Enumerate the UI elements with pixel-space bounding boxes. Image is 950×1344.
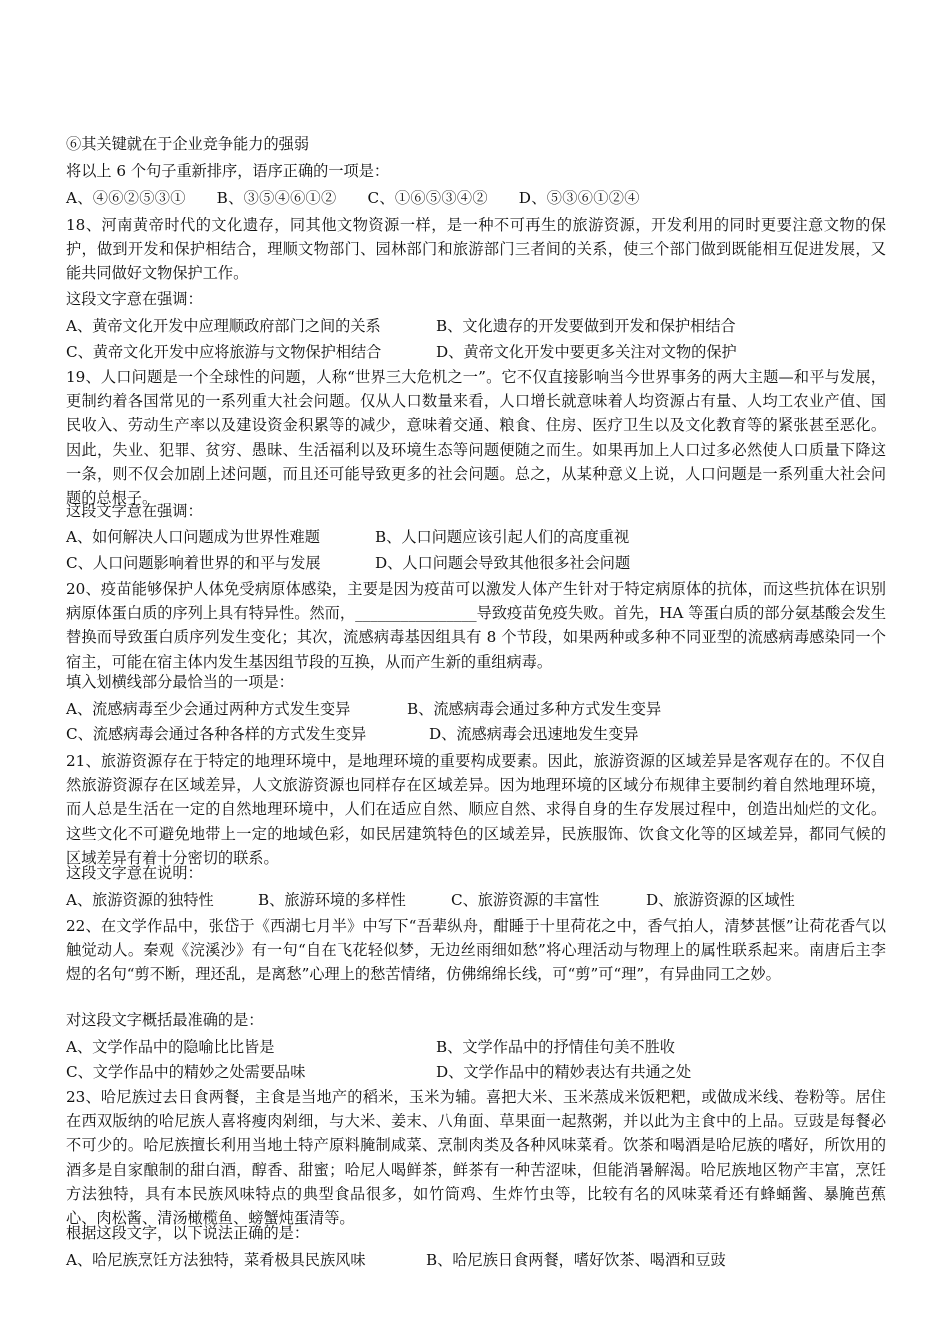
question-18-option-c: C、黄帝文化开发中应将旅游与文物保护相结合 bbox=[66, 343, 382, 361]
reorder-options: A、④⑥②⑤③① B、③⑤④⑥①② C、①⑥⑤③④② D、⑤③⑥①②④ bbox=[66, 189, 640, 207]
question-23-text: 23、哈尼族过去日食两餐，主食是当地产的稻米，玉米为辅。喜把大米、玉米蒸成米饭粑粑，或做成米线、卷粉等。居住在西双版纳的哈尼族人喜将瘦肉剁细，与大米、姜末、八角面、草果面一起熬粥，并以此为主食中的上品。豆豉是每餐必不可少的。哈尼族擅长利用当地土特产原料腌制咸菜、烹制肉类及各种风味菜肴。饮茶和喝酒是哈尼族的嗜好，所饮用的酒多是自家酿制的甜白酒，醇香、甜蜜；哈尼人喝鲜茶，鲜茶有一种苦涩味，但能消暑解渴。哈尼族地区物产丰富，烹饪方法独特，具有本民族风味特点的典型食品很多，如竹筒鸡、生炸竹虫等，比较有名的风味菜肴还有蜂蛹酱、暴腌芭蕉心、肉松酱、清汤橄榄鱼、螃蟹炖蛋清等。 bbox=[66, 1088, 886, 1228]
question-20-option-a: A、流感病毒至少会通过两种方式发生变异 bbox=[66, 700, 351, 718]
reorder-prompt: 将以上 6 个句子重新排序，语序正确的一项是： bbox=[66, 162, 390, 180]
question-22-text: 22、在文学作品中，张岱于《西湖七月半》中写下“吾辈纵舟，酣睡于十里荷花之中，香气拍人，清梦甚惬”让荷花香气以触觉动人。秦观《浣溪沙》有一句“自在飞花轻似梦，无边丝雨细如愁”将心理活动与物理上的属性联系起来。南唐后主李煜的名句“剪不断，理还乱，是离愁”心理上的愁苦情绪，仿佛绵绵长线，可“剪”可“理”，有异曲同工之妙。 bbox=[66, 917, 886, 984]
question-19-option-c: C、人口问题影响着世界的和平与发展 bbox=[66, 554, 321, 572]
question-18-option-a: A、黄帝文化开发中应理顺政府部门之间的关系 bbox=[66, 317, 381, 335]
question-19-option-b: B、人口问题应该引起人们的高度重视 bbox=[375, 528, 630, 546]
question-20-option-d: D、流感病毒会迅速地发生变异 bbox=[429, 725, 639, 743]
question-21-option-d: D、旅游资源的区域性 bbox=[646, 891, 795, 909]
question-22-option-d: D、文学作品中的精妙表达有共通之处 bbox=[436, 1063, 692, 1081]
question-18-option-b: B、文化遗存的开发要做到开发和保护相结合 bbox=[436, 317, 736, 335]
answer-blank: ________________ bbox=[355, 604, 477, 623]
question-23-prompt: 根据这段文字，以下说法正确的是： bbox=[66, 1224, 309, 1242]
question-22-option-b: B、文学作品中的抒情佳句美不胜收 bbox=[436, 1038, 675, 1056]
question-20-option-b: B、流感病毒会通过多种方式发生变异 bbox=[407, 700, 662, 718]
question-23-option-a: A、哈尼族烹饪方法独特，菜肴极具民族风味 bbox=[66, 1251, 366, 1269]
question-19-option-a: A、如何解决人口问题成为世界性难题 bbox=[66, 528, 320, 546]
question-21-option-c: C、旅游资源的丰富性 bbox=[451, 891, 600, 909]
sentence-6: ⑥其关键就在于企业竞争能力的强弱 bbox=[66, 135, 309, 153]
question-20-text bbox=[66, 577, 886, 674]
question-21-option-b: B、旅游环境的多样性 bbox=[258, 891, 406, 909]
question-23-option-b: B、哈尼族日食两餐，嗜好饮茶、喝酒和豆豉 bbox=[426, 1251, 726, 1269]
question-22-option-c: C、文学作品中的精妙之处需要品味 bbox=[66, 1063, 306, 1081]
question-18-text: 18、河南黄帝时代的文化遗存，同其他文物资源一样，是一种不可再生的旅游资源，开发利用的同时更要注意文物的保护，做到开发和保护相结合，理顺文物部门、园林部门和旅游部门三者间的关系，使三个部门做到既能相互促进发展，又能共同做好文物保护工作。 bbox=[66, 216, 886, 283]
question-20-text-part2: 导致疫苗免疫失败。首先，HA 等蛋白质的部分氨基酸会发生替换而导致蛋白质序列发生变化；其次，流感病毒基因组具有 8 个节段，如果两种或多种不同亚型的流感病毒感染同一个宿主，可能在宿主体内发生基因组节段的互换，从而产生新的重组病毒。 bbox=[66, 604, 887, 671]
question-21-option-a: A、旅游资源的独特性 bbox=[66, 891, 214, 909]
question-18-option-d: D、黄帝文化开发中要更多关注对文物的保护 bbox=[436, 343, 737, 361]
question-20-prompt: 填入划横线部分最恰当的一项是： bbox=[66, 673, 294, 691]
question-19-option-d: D、人口问题会导致其他很多社会问题 bbox=[375, 554, 631, 572]
question-18-prompt: 这段文字意在强调： bbox=[66, 290, 203, 308]
question-21-prompt: 这段文字意在说明： bbox=[66, 864, 203, 882]
question-20-option-c: C、流感病毒会通过各种各样的方式发生变异 bbox=[66, 725, 367, 743]
question-22-option-a: A、文学作品中的隐喻比比皆是 bbox=[66, 1038, 275, 1056]
question-19-prompt: 这段文字意在强调： bbox=[66, 502, 203, 520]
question-20-text-part1: 20、疫苗能够保护人体免受病原体感染，主要是因为疫苗可以激发人体产生针对于特定病原体的抗体，而这些抗体在识别病原体蛋白质的序列上具有特异性。然而， bbox=[66, 580, 886, 623]
question-21-text: 21、旅游资源存在于特定的地理环境中，是地理环境的重要构成要素。因此，旅游资源的区域差异是客观存在的。不仅自然旅游资源存在区域差异，人文旅游资源也同样存在区域差异。因为地理环境的区域分布规律主要制约着自然地理环境，而人总是生活在一定的自然地理环境中，人们在适应自然、顺应自然、求得自身的生存发展过程中，创造出灿烂的文化。这些文化不可避免地带上一定的地域色彩，如民居建筑特色的区域差异，民族服饰、饮食文化等的区域差异，都同气候的区域差异有着十分密切的联系。 bbox=[66, 752, 886, 867]
question-22-prompt: 对这段文字概括最准确的是： bbox=[66, 1011, 264, 1029]
question-19-text: 19、人口问题是一个全球性的问题，人称“世界三大危机之一”。它不仅直接影响当今世界事务的两大主题—和平与发展，更制约着各国常见的一系列重大社会问题。仅从人口数量来看，人口增长就意味着人均资源占有量、人均工农业产值、国民收入、劳动生产率以及建设资金积累等的减少，意味着交通、粮食、住房、医疗卫生以及文化教育等的紧张甚至恶化。因此，失业、犯罪、贫穷、愚昧、生活福利以及环境生态等问题便随之而生。如果再加上人口过多必然使人口质量下降这一条，则不仅会加剧上述问题，而且还可能导致更多的社会问题。总之，从某种意义上说，人口问题是一系列重大社会问题的总根子。 bbox=[66, 368, 886, 508]
